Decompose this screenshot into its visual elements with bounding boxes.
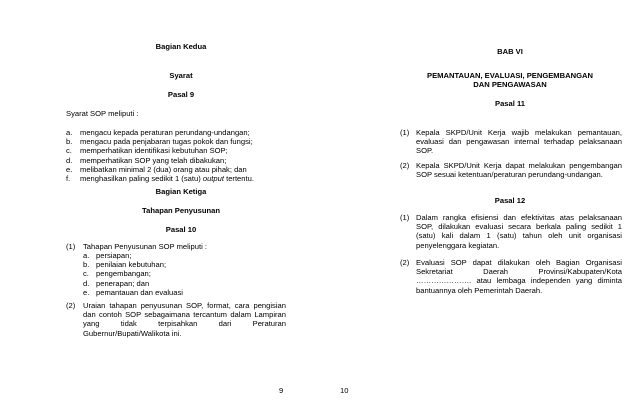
- article-10-paragraph-2: (2) Uraian tahapan penyusunan SOP, format, cara pengisian dan contoh SOP sebagaimana tercantum dalam Lampiran yang tidak terpisahkan dari Peraturan Gubernur/Bupati/Walikota ini.: [66, 301, 286, 338]
- requirements-intro: Syarat SOP meliputi :: [66, 109, 139, 118]
- article-11-item-2: (2) Kepala SKPD/Unit Kerja dapat melakukan pengembangan SOP sesuai ketentuan/peraturan perundang-undangan.: [400, 161, 622, 180]
- section3-title: Tahapan Penyusunan: [142, 206, 220, 215]
- list-item: e. pemantauan dan evaluasi: [83, 287, 183, 297]
- article-10-paragraph-1: (1) Tahapan Penyusunan SOP meliputi :: [66, 242, 207, 251]
- article-12-item-1: (1) Dalam rangka efisiensi dan efektivitas atas pelaksanaan SOP, dilakukan evaluasi secara berkala paling sedikit 1 (satu) kali dalam 1 (satu) tahun oleh unit organisasi penyelenggara kegiatan.: [400, 213, 622, 250]
- article-12-heading: Pasal 12: [494, 196, 526, 205]
- part3-heading: Bagian Ketiga: [155, 187, 207, 196]
- stages-list: [83, 251, 283, 297]
- list-item: c. pengembangan;: [83, 269, 151, 279]
- page-number: 9: [279, 386, 284, 395]
- section-title: Syarat: [169, 71, 193, 80]
- right-page: [319, 0, 638, 418]
- chapter-title-line-1: PEMANTAUAN, EVALUASI, PENGEMBANGAN: [427, 71, 593, 80]
- list-item: d. penerapan; dan: [83, 278, 150, 288]
- list-item: b. mengacu pada penjabaran tugas pokok dan fungsi;: [66, 137, 253, 147]
- part-heading: Bagian Kedua: [155, 42, 207, 51]
- list-item: a. persiapan;: [83, 251, 132, 260]
- list-item: a. mengacu kepada peraturan perundang-undangan;: [66, 128, 250, 137]
- article-10-heading: Pasal 10: [165, 225, 197, 234]
- chapter-title-line-2: DAN PENGAWASAN: [473, 80, 547, 89]
- list-item: f. menghasilkan paling sedikit 1 (satu) output tertentu.: [66, 174, 254, 184]
- article-11-item-1: (1) Kepala SKPD/Unit Kerja wajib melakukan pemantauan, evaluasi dan pengawasan internal terhadap pelaksanaan SOP.: [400, 128, 622, 156]
- article-11-heading: Pasal 11: [495, 99, 525, 108]
- article-9-heading: Pasal 9: [167, 90, 195, 99]
- list-item: c. memperhatikan identifikasi kebutuhan SOP;: [66, 146, 228, 156]
- list-item: e. melibatkan minimal 2 (dua) orang atau pihak; dan: [66, 164, 247, 174]
- page-number: 10: [340, 386, 349, 395]
- chapter-heading: BAB VI: [497, 47, 523, 56]
- requirements-list: [66, 128, 286, 183]
- list-item: d. memperhatikan SOP yang telah dibakukan;: [66, 155, 227, 165]
- article-12-item-2: (2) Evaluasi SOP dapat dilakukan oleh Bagian Organisasi Sekretariat Daerah Provinsi/Kabupaten/Kota …………………. atau lembaga independen yang diminta bantuannya oleh Pemerintah Daerah.: [400, 258, 622, 295]
- list-item: b. penilaian kebutuhan;: [83, 260, 167, 270]
